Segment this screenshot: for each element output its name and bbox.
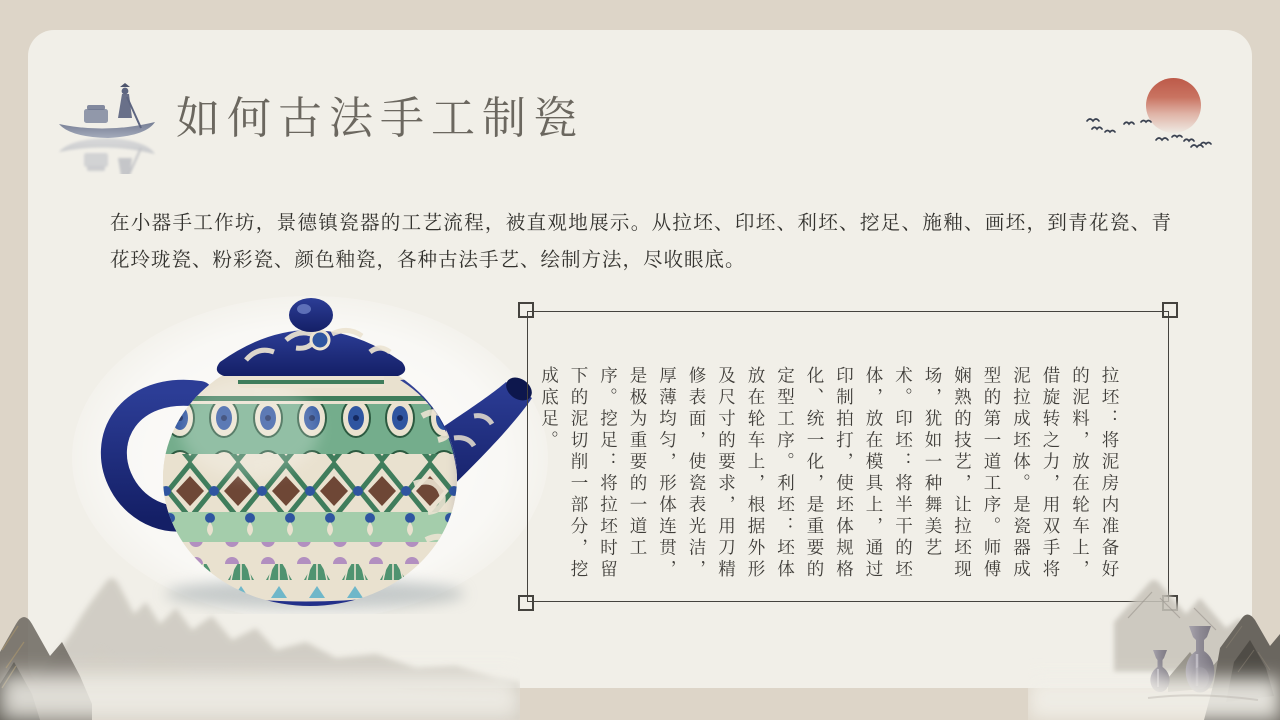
process-vertical-text: 拉坯：将泥房内准备好的泥料，放在轮车上，借旋转之力，用双手将泥拉成坯体。是瓷器成型的第一道工序。师傅娴熟的技艺，让拉坯现场，犹如一种舞美艺术。印坯：将半干的坯体，放在模具上，通过印制拍打，使坯体规格化、统一化，是重要的定型工序。利坯：坯体放在轮车上，根据外形及尺寸的要求，用刀精修表面，使瓷表光洁，厚薄均匀，形体连贯，是极为重要的一道工序。挖足：将拉坯时留下的泥切削一部分，挖成底足。 xyxy=(539,366,1120,581)
mountains-right-vases-icon xyxy=(1028,552,1280,720)
intro-paragraph: 在小器手工作坊，景德镇瓷器的工艺流程，被直观地展示。从拉坯、印坯、利坯、挖足、施釉、画坯，到青花瓷、青花玲珑瓷、粉彩瓷、颜色釉瓷，各种古法手艺、绘制方法，尽收眼底。 xyxy=(110,213,1172,271)
boat-ink-icon xyxy=(56,82,160,174)
mountains-left-icon xyxy=(0,556,520,720)
corner-square-top-right xyxy=(1162,302,1178,318)
corner-square-bottom-left xyxy=(518,595,534,611)
birds-icon xyxy=(1083,113,1233,161)
page-title: 如何古法手工制瓷 xyxy=(176,94,584,143)
corner-square-top-left xyxy=(518,302,534,318)
